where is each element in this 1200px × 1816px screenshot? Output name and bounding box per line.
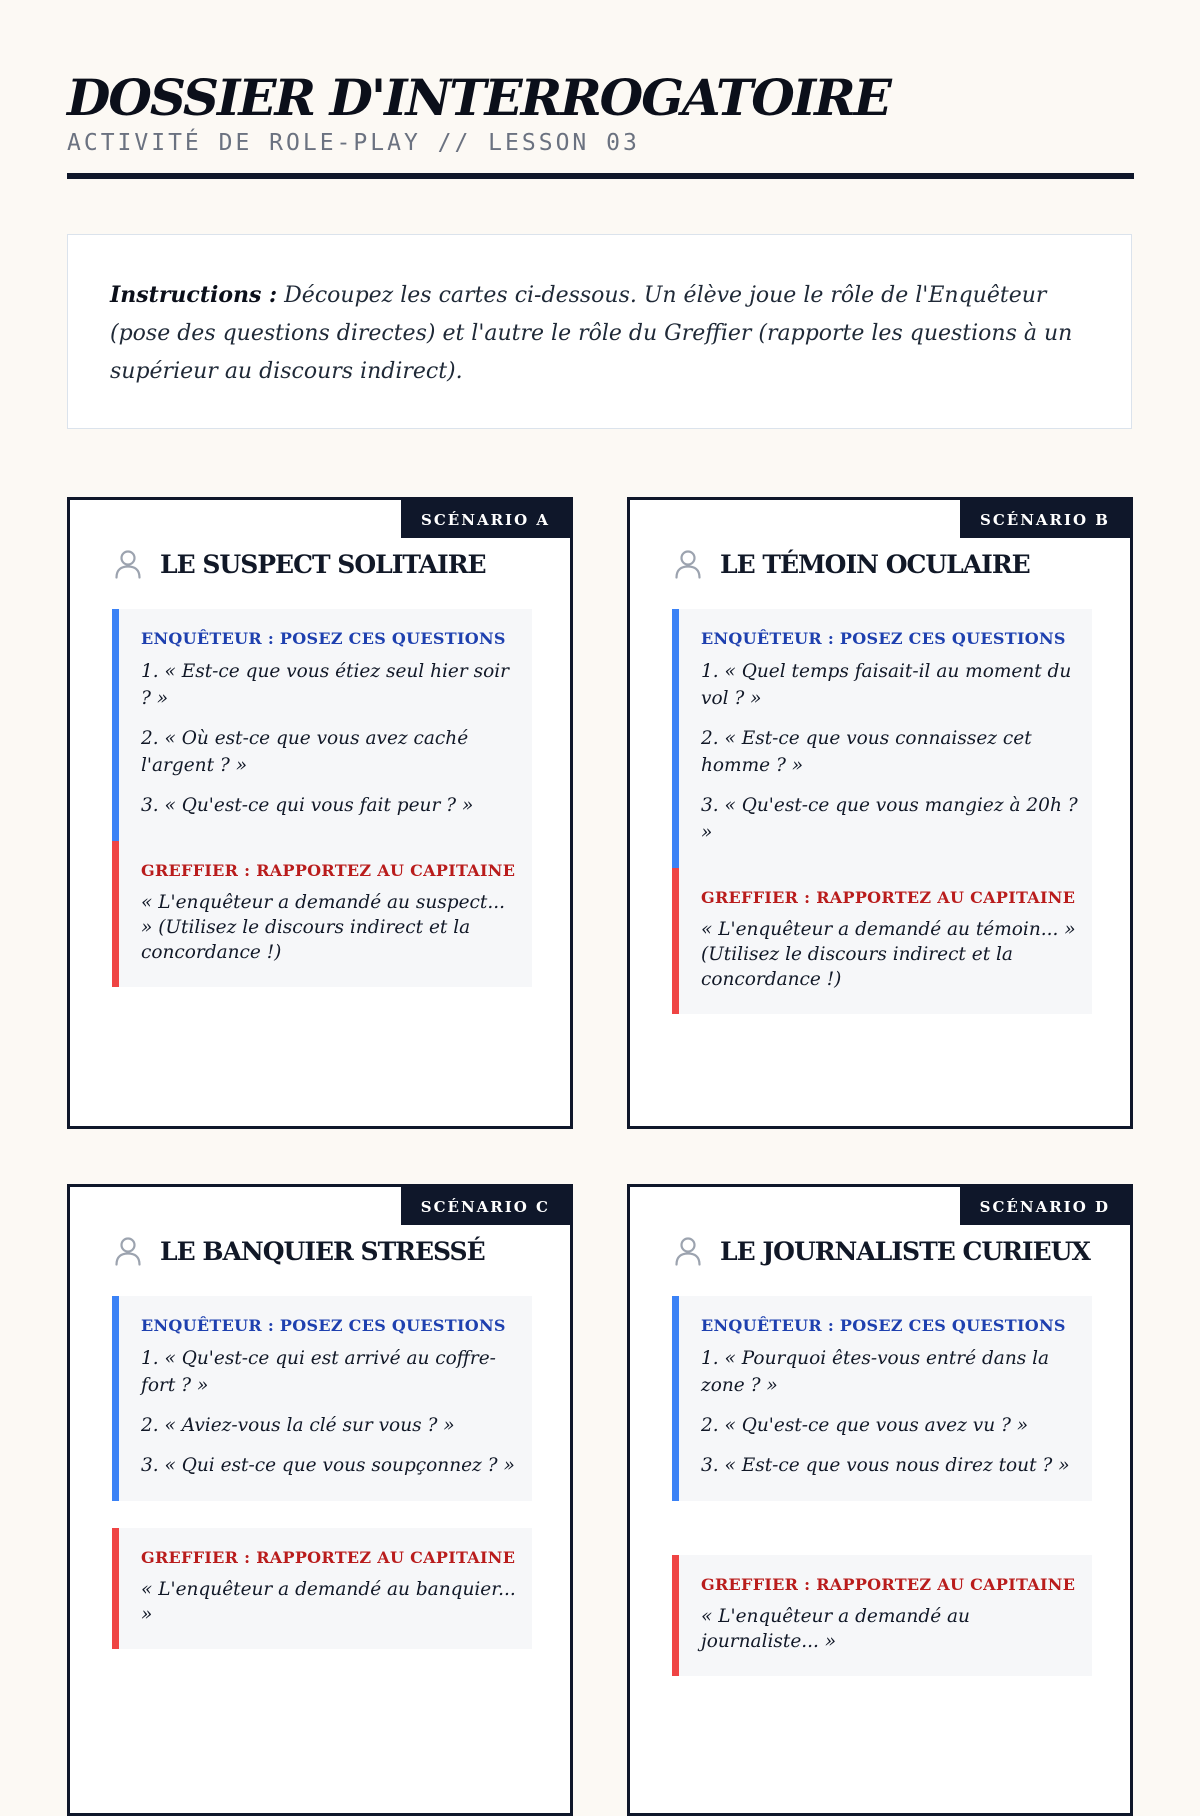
greffier-label: GREFFIER : RAPPORTEZ AU CAPITAINE <box>701 1575 1076 1594</box>
question-item: 2. « Aviez-vous la clé sur vous ? » <box>141 1415 455 1436</box>
question-item: 1. « Qu'est-ce qui est arrivé au coffre-fort ? » <box>141 1348 496 1396</box>
card-header <box>674 547 1030 581</box>
card-title: LE TÉMOIN OCULAIRE <box>720 549 1030 579</box>
question-item: 2. « Est-ce que vous connaissez cet homme ? » <box>701 728 1032 776</box>
enqueteur-label: ENQUÊTEUR : POSEZ CES QUESTIONS <box>141 1316 506 1335</box>
greffier-label: GREFFIER : RAPPORTEZ AU CAPITAINE <box>141 861 516 880</box>
instructions-box <box>67 234 1132 429</box>
user-icon <box>674 1236 702 1266</box>
question-item: 3. « Qu'est-ce que vous mangiez à 20h ? » <box>701 795 1078 843</box>
scenario-card-b <box>627 497 1133 1129</box>
card-title: LE SUSPECT SOLITAIRE <box>160 549 486 579</box>
question-item: 1. « Est-ce que vous étiez seul hier soir ? » <box>141 661 509 709</box>
card-header <box>114 547 486 581</box>
enqueteur-block <box>112 609 532 841</box>
scenario-badge: SCÉNARIO B <box>960 500 1130 538</box>
page-header <box>67 70 1134 156</box>
scenario-card-a <box>67 497 573 1129</box>
greffier-label: GREFFIER : RAPPORTEZ AU CAPITAINE <box>701 888 1076 907</box>
user-icon <box>114 1236 142 1266</box>
greffier-label: GREFFIER : RAPPORTEZ AU CAPITAINE <box>141 1548 516 1567</box>
enqueteur-block <box>672 609 1092 868</box>
enqueteur-label: ENQUÊTEUR : POSEZ CES QUESTIONS <box>701 629 1066 648</box>
header-divider <box>67 173 1134 179</box>
scenario-card-c <box>67 1184 573 1816</box>
card-title: LE JOURNALISTE CURIEUX <box>720 1236 1090 1266</box>
question-item: 3. « Qu'est-ce qui vous fait peur ? » <box>141 795 474 816</box>
greffier-text: « L'enquêteur a demandé au suspect... » (Utilisez le discours indirect et la concordance !) <box>141 892 505 963</box>
greffier-block <box>112 1528 532 1649</box>
question-item: 2. « Où est-ce que vous avez caché l'argent ? » <box>141 728 469 776</box>
scenario-badge: SCÉNARIO A <box>401 500 570 538</box>
enqueteur-block <box>672 1296 1092 1501</box>
page-title: DOSSIER D'INTERROGATOIRE <box>67 68 890 127</box>
greffier-block <box>672 868 1092 1014</box>
user-icon <box>114 549 142 579</box>
card-title: LE BANQUIER STRESSÉ <box>160 1236 485 1266</box>
question-item: 3. « Est-ce que vous nous direz tout ? » <box>701 1455 1070 1476</box>
card-header <box>674 1234 1090 1268</box>
question-item: 3. « Qui est-ce que vous soupçonnez ? » <box>141 1455 515 1476</box>
enqueteur-label: ENQUÊTEUR : POSEZ CES QUESTIONS <box>701 1316 1066 1335</box>
page-subtitle: ACTIVITÉ DE ROLE-PLAY // LESSON 03 <box>67 130 640 156</box>
greffier-block <box>672 1555 1092 1676</box>
instructions-lead: Instructions : <box>110 282 278 308</box>
greffier-text: « L'enquêteur a demandé au témoin... » (Utilisez le discours indirect et la concordance !) <box>701 919 1076 990</box>
scenario-badge: SCÉNARIO D <box>960 1187 1130 1225</box>
user-icon <box>674 549 702 579</box>
question-item: 1. « Quel temps faisait-il au moment du vol ? » <box>701 661 1072 709</box>
scenario-card-d <box>627 1184 1133 1816</box>
instructions-text: Découpez les cartes ci-dessous. Un élève joue le rôle de l'Enquêteur (pose des questions directes) et l'autre le rôle du Greffier (rapporte les questions à un supérieur au discours indirect). <box>110 283 1073 384</box>
scenario-badge: SCÉNARIO C <box>401 1187 570 1225</box>
card-header <box>114 1234 485 1268</box>
greffier-text: « L'enquêteur a demandé au journaliste... » <box>701 1606 970 1652</box>
greffier-block <box>112 841 532 987</box>
question-item: 2. « Qu'est-ce que vous avez vu ? » <box>701 1415 1029 1436</box>
enqueteur-block <box>112 1296 532 1501</box>
question-item: 1. « Pourquoi êtes-vous entré dans la zone ? » <box>701 1348 1050 1396</box>
greffier-text: « L'enquêteur a demandé au banquier... » <box>141 1579 516 1625</box>
enqueteur-label: ENQUÊTEUR : POSEZ CES QUESTIONS <box>141 629 506 648</box>
